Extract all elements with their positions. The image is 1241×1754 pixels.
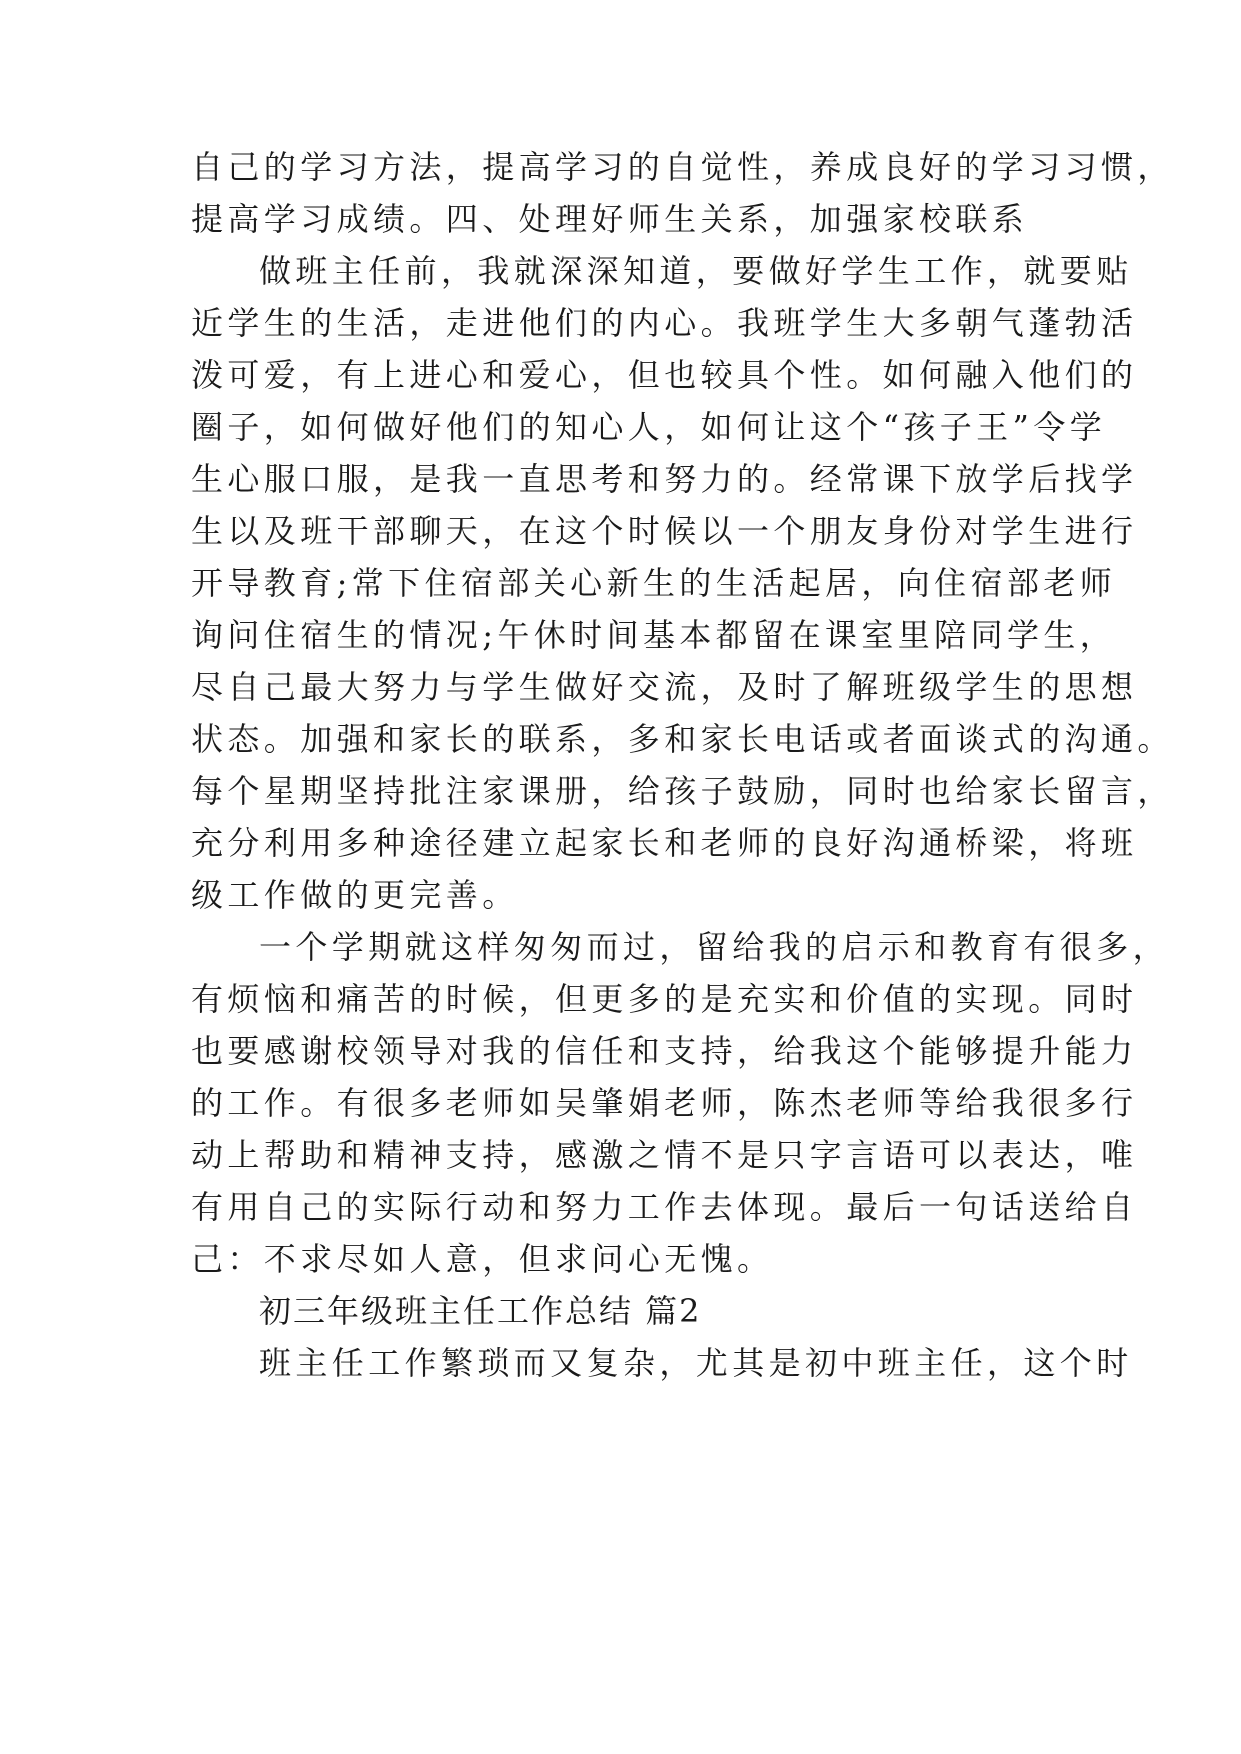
paragraph-first-line: 班主任工作繁琐而又复杂，尤其是初中班主任，这个时	[259, 1344, 1133, 1382]
paragraph-line: 己：不求尽如人意，但求问心无愧。	[191, 1240, 774, 1278]
paragraph-line: 生心服口服，是我一直思考和努力的。经常课下放学后找学	[191, 460, 1138, 498]
paragraph-line: 生以及班干部聊天，在这个时候以一个朋友身份对学生进行	[191, 512, 1138, 550]
paragraph-line: 的工作。有很多老师如吴肇娟老师，陈杰老师等给我很多行	[191, 1084, 1138, 1122]
paragraph-line: 级工作做的更完善。	[191, 876, 519, 914]
paragraph-line: 有用自己的实际行动和努力工作去体现。最后一句话送给自	[191, 1188, 1138, 1226]
paragraph-line: 提高学习成绩。四、处理好师生关系，加强家校联系	[191, 200, 1029, 238]
paragraph-line: 动上帮助和精神支持，感激之情不是只字言语可以表达，唯	[191, 1136, 1138, 1174]
paragraph-line: 有烦恼和痛苦的时候，但更多的是充实和价值的实现。同时	[191, 980, 1138, 1018]
paragraph-line: 状态。加强和家长的联系，多和家长电话或者面谈式的沟通。	[191, 720, 1174, 758]
paragraph-line: 尽自己最大努力与学生做好交流，及时了解班级学生的思想	[191, 668, 1138, 706]
paragraph-line: 也要感谢校领导对我的信任和支持，给我这个能够提升能力	[191, 1032, 1138, 1070]
paragraph-line: 近学生的生活，走进他们的内心。我班学生大多朝气蓬勃活	[191, 304, 1138, 342]
paragraph-line: 泼可爱，有上进心和爱心，但也较具个性。如何融入他们的	[191, 356, 1138, 394]
paragraph-first-line: 一个学期就这样匆匆而过，留给我的启示和教育有很多，	[259, 928, 1170, 966]
section-heading: 初三年级班主任工作总结 篇2	[259, 1292, 702, 1330]
paragraph-line: 充分利用多种途径建立起家长和老师的良好沟通桥梁，将班	[191, 824, 1138, 862]
paragraph-line: 开导教育;常下住宿部关心新生的生活起居，向住宿部老师	[191, 564, 1117, 602]
paragraph-line: 询问住宿生的情况;午休时间基本都留在课室里陪同学生，	[191, 616, 1117, 654]
paragraph-line: 自己的学习方法，提高学习的自觉性，养成良好的学习习惯，	[191, 148, 1174, 186]
paragraph-first-line: 做班主任前，我就深深知道，要做好学生工作，就要贴	[259, 252, 1133, 290]
paragraph-line: 圈子，如何做好他们的知心人，如何让这个“孩子王”令学	[191, 408, 1107, 446]
paragraph-line: 每个星期坚持批注家课册，给孩子鼓励，同时也给家长留言，	[191, 772, 1174, 810]
